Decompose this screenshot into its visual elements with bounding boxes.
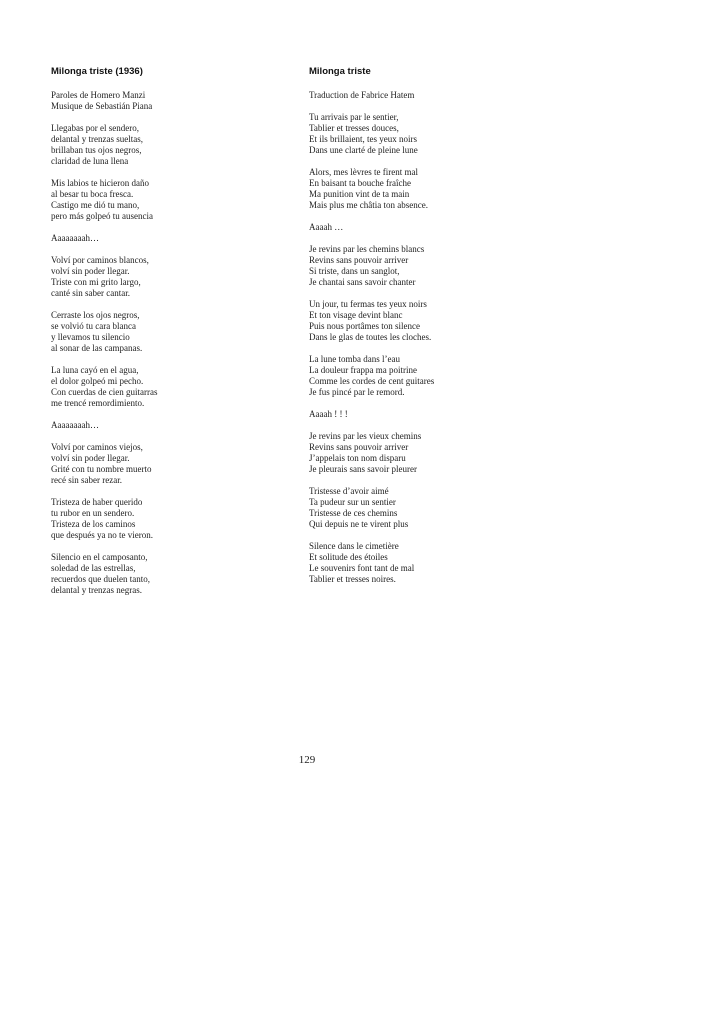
verse-line: Et ils brillaient, tes yeux noirs [309,134,417,144]
verse-line: Alors, mes lèvres te firent mal [309,167,418,177]
stanza [51,365,301,409]
stanza [309,431,589,475]
verse-line: recé sin saber rezar. [51,475,122,485]
verse-line: La luna cayó en el agua, [51,365,139,375]
verse-line: Castigo me dió tu mano, [51,200,140,210]
verse-line: Revins sans pouvoir arriver [309,255,409,265]
verse-line: Silence dans le cimetière [309,541,399,551]
stanza [309,90,589,101]
verse-line: Aaaah … [309,222,344,232]
verse-line: J’appelais ton nom disparu [309,453,406,463]
verse-line: al besar tu boca fresca. [51,189,134,199]
spanish-verses [51,90,301,596]
verse-line: Triste con mi grito largo, [51,277,141,287]
stanza [51,420,301,431]
verse-line: Cerraste los ojos negros, [51,310,140,320]
verse-line: Si triste, dans un sanglot, [309,266,400,276]
verse-line: Le souvenirs font tant de mal [309,563,415,573]
verse-line: En baisant ta bouche fraîche [309,178,411,188]
verse-line: canté sin saber cantar. [51,288,130,298]
verse-line: Je chantai sans savoir chanter [309,277,416,287]
verse-line: que después ya no te vieron. [51,530,153,540]
verse-line: Dans une clarté de pleine lune [309,145,418,155]
stanza [51,442,301,486]
stanza [309,299,589,343]
verse-line: tu rubor en un sendero. [51,508,135,518]
verse-line: el dolor golpeó mi pecho. [51,376,144,386]
french-column [309,66,589,596]
verse-line: Et ton visage devint blanc [309,310,403,320]
page-number: 129 [298,754,316,766]
stanza [51,123,301,167]
verse-line: Un jour, tu fermas tes yeux noirs [309,299,427,309]
verse-line: claridad de luna llena [51,156,129,166]
verse-line: Ta pudeur sur un sentier [309,497,396,507]
stanza [51,178,301,222]
stanza [51,310,301,354]
verse-line: Je fus pincé par le remord. [309,387,405,397]
verse-line: Con cuerdas de cien guitarras [51,387,158,397]
verse-line: Tablier et tresses douces, [309,123,399,133]
verse-line: al sonar de las campanas. [51,343,143,353]
verse-line: me trencé remordimiento. [51,398,145,408]
verse-line: Tristesse de ces chemins [309,508,398,518]
verse-line: Tristeza de haber querido [51,497,143,507]
french-verses [309,90,589,585]
verse-line: Volví por caminos viejos, [51,442,143,452]
verse-line: Musique de Sebastián Piana [51,101,153,111]
verse-line: Tu arrivais par le sentier, [309,112,399,122]
verse-line: Revins sans pouvoir arriver [309,442,409,452]
verse-line: La douleur frappa ma poitrine [309,365,417,375]
verse-line: Je pleurais sans savoir pleurer [309,464,417,474]
verse-line: Dans le glas de toutes les cloches. [309,332,432,342]
spanish-title: Milonga triste (1936) [51,66,143,77]
verse-line: Tablier et tresses noires. [309,574,396,584]
verse-line: Je revins par les vieux chemins [309,431,422,441]
verse-line: Je revins par les chemins blancs [309,244,425,254]
verse-line: Comme les cordes de cent guitares [309,376,435,386]
stanza [309,244,589,288]
verse-line: Aaaaaaaah… [51,233,99,243]
french-title: Milonga triste [309,66,371,77]
verse-line: volví sin poder llegar. [51,453,130,463]
verse-line: y llevamos tu silencio [51,332,130,342]
verse-line: Tristeza de los caminos [51,519,136,529]
verse-line: La lune tomba dans l’eau [309,354,400,364]
verse-line: Aaaah ! ! ! [309,409,348,419]
verse-line: Llegabas por el sendero, [51,123,139,133]
verse-line: Puis nous portâmes ton silence [309,321,420,331]
verse-line: brillaban tus ojos negros, [51,145,142,155]
stanza [309,167,589,211]
verse-line: se volvió tu cara blanca [51,321,136,331]
spanish-column [51,66,301,607]
stanza [51,255,301,299]
stanza [51,497,301,541]
stanza [309,409,589,420]
verse-line: Paroles de Homero Manzi [51,90,146,100]
stanza [51,90,301,112]
stanza [309,112,589,156]
stanza [309,541,589,585]
stanza [309,222,589,233]
verse-line: volví sin poder llegar. [51,266,130,276]
verse-line: delantal y trenzas negras. [51,585,142,595]
verse-line: Qui depuis ne te virent plus [309,519,409,529]
verse-line: Et solitude des étoiles [309,552,388,562]
verse-line: pero más golpeó tu ausencia [51,211,153,221]
verse-line: Grité con tu nombre muerto [51,464,152,474]
stanza [51,552,301,596]
verse-line: Aaaaaaaah… [51,420,99,430]
verse-line: recuerdos que duelen tanto, [51,574,150,584]
verse-line: Mis labios te hicieron daño [51,178,149,188]
stanza [51,233,301,244]
stanza [309,486,589,530]
verse-line: Traduction de Fabrice Hatem [309,90,415,100]
verse-line: Volví por caminos blancos, [51,255,149,265]
stanza [309,354,589,398]
verse-line: Mais plus me châtia ton absence. [309,200,428,210]
verse-line: Silencio en el camposanto, [51,552,148,562]
verse-line: Ma punition vint de ta main [309,189,410,199]
verse-line: delantal y trenzas sueltas, [51,134,143,144]
verse-line: soledad de las estrellas, [51,563,136,573]
verse-line: Tristesse d’avoir aimé [309,486,389,496]
